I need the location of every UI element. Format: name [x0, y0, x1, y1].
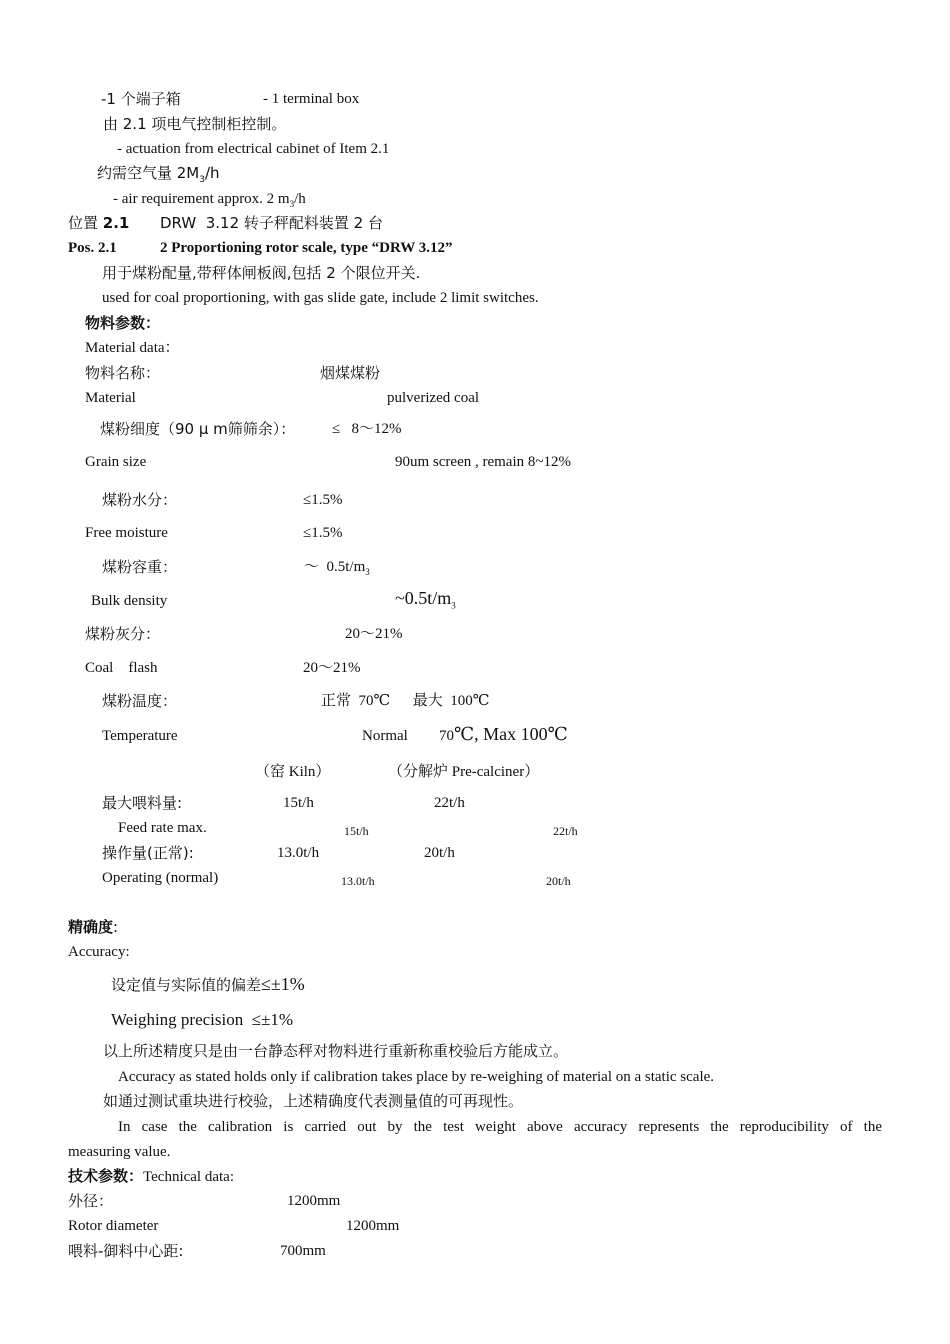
- temperature-value-en: 70℃, Max 100℃: [439, 724, 568, 744]
- kiln-column-header: （窑 Kiln）: [255, 764, 331, 780]
- accuracy-heading-en: Accuracy:: [68, 944, 130, 960]
- operating-precalciner-cn: 20t/h: [424, 845, 455, 861]
- moisture-label-en: Free moisture: [85, 525, 168, 541]
- temperature-value-cn: 正常 70℃ 最大 100℃: [321, 693, 490, 709]
- operating-kiln-cn: 13.0t/h: [277, 845, 320, 861]
- fineness-label-cn: 煤粉细度（90 μ m筛筛余）：: [100, 420, 296, 438]
- test-weight-note-en: In case the calibration is carried out by the test weight above accuracy represents the reproducibility of the: [118, 1119, 882, 1135]
- calibration-note-en: Accuracy as stated holds only if calibration takes place by re-weighing of material on a static scale.: [118, 1069, 715, 1085]
- precalciner-column-header: （分解炉 Pre-calciner）: [388, 764, 540, 780]
- ash-label-en: Coal flash: [85, 660, 158, 676]
- usage-en: used for coal proportioning, with gas slide gate, include 2 limit switches.: [102, 290, 539, 306]
- center-distance-label-cn: 喂料-御料中心距:: [68, 1242, 184, 1260]
- moisture-label-cn: 煤粉水分：: [102, 491, 178, 509]
- usage-cn: 用于煤粉配量,带秤体闸板阀,包括 2 个限位开关.: [102, 264, 421, 282]
- bulk-density-value-cn: ～ $0.5t/m_3$: [304, 559, 370, 577]
- grain-size-value: 90um screen , remain 8~12%: [395, 454, 571, 470]
- position-heading-cn: 位置 2.1: [68, 214, 130, 232]
- feed-rate-label-cn: 最大喂料量:: [102, 794, 183, 812]
- bulk-density-label-en: Bulk density: [91, 593, 168, 609]
- material-name-value-cn: 烟煤煤粉: [320, 364, 381, 382]
- air-requirement-cn: 约需空气量 $2M_3/h$: [97, 164, 220, 185]
- operating-label-cn: 操作量(正常):: [102, 844, 194, 862]
- air-requirement-en: - air requirement approx. 2 $m_3/h$: [113, 191, 306, 209]
- temperature-label-cn: 煤粉温度：: [102, 692, 178, 710]
- ash-value-en: 20～21%: [303, 660, 361, 676]
- deviation-cn: 设定值与实际值的偏差≤±1%: [111, 974, 305, 994]
- feed-rate-label-en: Feed rate max.: [118, 820, 207, 836]
- terminal-box-en: - 1 terminal box: [263, 91, 360, 107]
- fineness-value-cn: ≤ 8～12%: [332, 421, 402, 437]
- position-title-en: 2 Proportioning rotor scale, type “DRW 3.12”: [160, 240, 453, 256]
- ash-value-cn: 20～21%: [345, 626, 403, 642]
- test-weight-note-en-cont: measuring value.: [68, 1144, 171, 1160]
- material-name-label-cn: 物料名称：: [85, 364, 161, 382]
- material-data-heading-en: Material data：: [85, 340, 180, 356]
- weighing-precision-en: Weighing precision ≤±1%: [111, 1010, 294, 1029]
- rotor-diameter-value-en: 1200mm: [346, 1218, 400, 1234]
- actuation-cn: 由 2.1 项电气控制柜控制。: [103, 115, 287, 133]
- rotor-diameter-label-en: Rotor diameter: [68, 1218, 159, 1234]
- feed-rate-kiln-en: 15t/h: [344, 824, 369, 838]
- operating-kiln-en: 13.0t/h: [341, 874, 375, 888]
- actuation-en: - actuation from electrical cabinet of Item 2.1: [117, 141, 390, 157]
- calibration-note-cn: 以上所述精度只是由一台静态秤对物料进行重新称重校验后方能成立。: [103, 1042, 569, 1060]
- position-heading-en: Pos. 2.1: [68, 240, 117, 256]
- bulk-density-value-en: $\sim 0.5t/m_3$: [395, 588, 456, 611]
- feed-rate-kiln-cn: 15t/h: [283, 795, 314, 811]
- bulk-density-label-cn: 煤粉容重：: [102, 558, 178, 576]
- feed-rate-precalciner-en: 22t/h: [553, 824, 578, 838]
- center-distance-value-cn: 700mm: [280, 1243, 326, 1259]
- ash-label-cn: 煤粉灰分：: [85, 625, 161, 643]
- temperature-label-en: Temperature: [102, 728, 178, 744]
- technical-data-heading: 技术参数：Technical data:: [68, 1167, 234, 1185]
- rotor-diameter-label-cn: 外径：: [68, 1192, 114, 1210]
- temperature-normal-en: Normal: [362, 728, 408, 744]
- operating-label-en: Operating (normal): [102, 870, 219, 886]
- accuracy-heading-cn: 精确度:: [68, 918, 119, 936]
- feed-rate-precalciner-cn: 22t/h: [434, 795, 465, 811]
- material-name-value-en: pulverized coal: [387, 390, 480, 406]
- moisture-value-en: ≤1.5%: [303, 525, 343, 541]
- grain-size-label: Grain size: [85, 454, 147, 470]
- moisture-value-cn: ≤1.5%: [303, 492, 343, 508]
- position-title-cn: DRW 3.12 转子秤配料装置 2 台: [160, 214, 383, 232]
- material-name-label-en: Material: [85, 390, 136, 406]
- operating-precalciner-en: 20t/h: [546, 874, 571, 888]
- terminal-box-cn: -1 个端子箱: [101, 90, 181, 108]
- test-weight-note-cn: 如通过测试重块进行校验，上述精确度代表测量值的可再现性。: [103, 1092, 524, 1110]
- material-data-heading-cn: 物料参数：: [85, 314, 161, 332]
- rotor-diameter-value-cn: 1200mm: [287, 1193, 341, 1209]
